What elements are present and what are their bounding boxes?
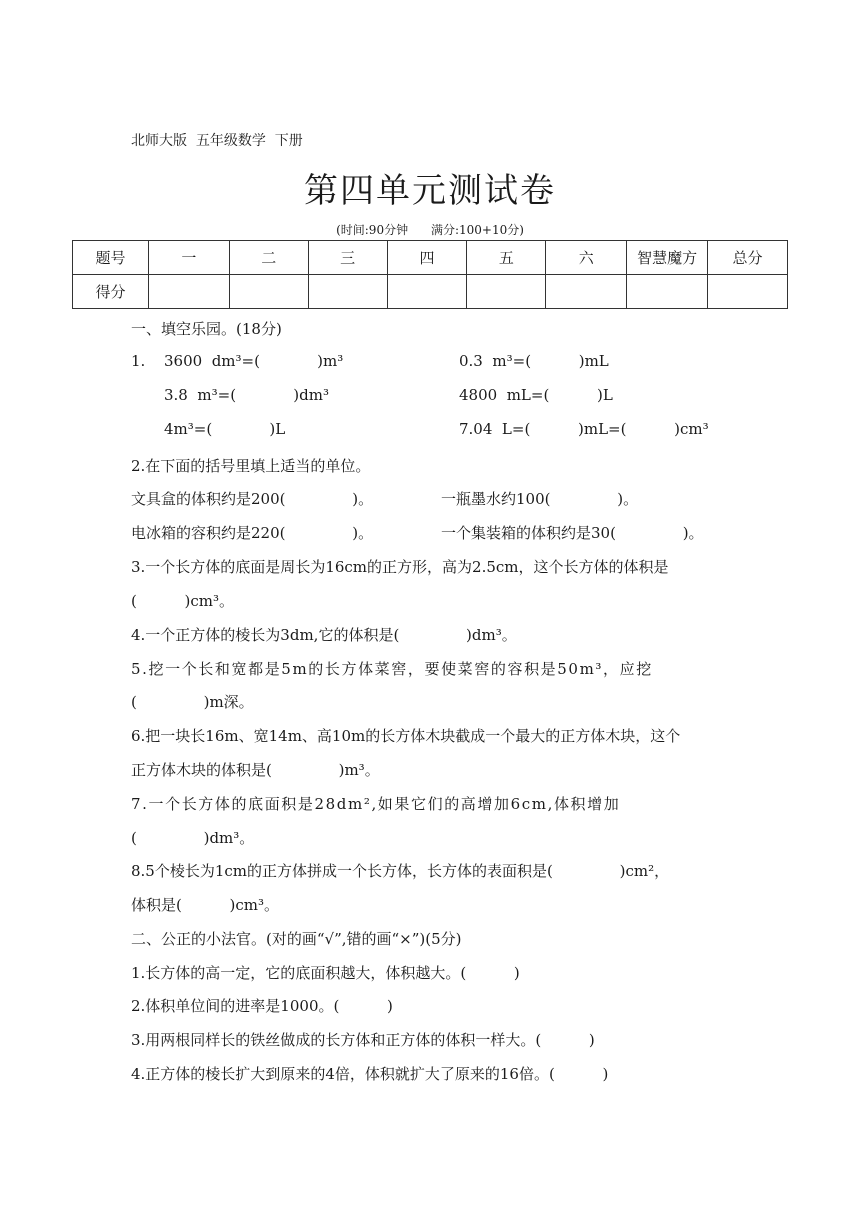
fill-blank-item: 文具盒的体积约是200( )。 xyxy=(131,490,374,508)
question-text: 4.正方体的棱长扩大到原来的4倍，体积就扩大了原来的16倍。( ) xyxy=(131,1065,609,1083)
question-text: 6.把一块长16m、宽14m、高10m的长方体木块截成一个最大的正方体木块，这个 xyxy=(131,727,681,745)
table-cell: 三 xyxy=(308,241,387,275)
fill-blank-item: 4800 mL=( )L xyxy=(459,386,613,404)
table-cell: 智慧魔方 xyxy=(627,241,708,275)
question-text: ( )dm³。 xyxy=(131,829,255,847)
fill-blank-item: 3600 dm³=( )m³ xyxy=(164,352,344,370)
table-cell: 二 xyxy=(229,241,308,275)
question-text: 5.挖一个长和宽都是5m的长方体菜窖，要使菜窖的容积是50m³，应挖 xyxy=(131,660,653,678)
page-title: 第四单元测试卷 xyxy=(304,171,556,211)
table-cell: 六 xyxy=(546,241,627,275)
section-heading: 二、公正的小法官。(对的画“√”,错的画“×”)(5分) xyxy=(131,930,462,948)
section-heading: 一、填空乐园。(18分) xyxy=(131,320,282,338)
fill-blank-item: 电冰箱的容积约是220( )。 xyxy=(131,524,374,542)
score-cell[interactable] xyxy=(308,275,387,309)
score-cell[interactable] xyxy=(708,275,788,309)
question-text: 3.一个长方体的底面是周长为16cm的正方形，高为2.5cm，这个长方体的体积是 xyxy=(131,558,669,576)
fill-blank-item: 一瓶墨水约100( )。 xyxy=(441,490,639,508)
question-number: 1. xyxy=(131,352,146,370)
score-cell[interactable] xyxy=(627,275,708,309)
fill-blank-item: 3.8 m³=( )dm³ xyxy=(164,386,329,404)
exam-info: (时间:90分钟 满分:100+10分) xyxy=(336,223,524,237)
question-text: 2.在下面的括号里填上适当的单位。 xyxy=(131,457,371,475)
table-cell: 一 xyxy=(148,241,229,275)
question-text: 正方体木块的体积是( )m³。 xyxy=(131,761,380,779)
table-cell: 总分 xyxy=(708,241,788,275)
question-text: 2.体积单位间的进率是1000。( ) xyxy=(131,997,393,1015)
fill-blank-item: 7.04 L=( )mL=( )cm³ xyxy=(459,420,709,438)
question-text: ( )m深。 xyxy=(131,693,254,711)
question-text: ( )cm³。 xyxy=(131,592,235,610)
fill-blank-item: 一个集装箱的体积约是30( )。 xyxy=(441,524,704,542)
score-cell[interactable] xyxy=(387,275,467,309)
table-cell: 五 xyxy=(467,241,546,275)
table-cell: 题号 xyxy=(73,241,149,275)
question-text: 8.5个棱长为1cm的正方体拼成一个长方体，长方体的表面积是( )cm²， xyxy=(131,862,670,880)
score-table-header-row xyxy=(73,241,788,275)
score-cell[interactable] xyxy=(229,275,308,309)
score-table-score-row xyxy=(73,275,788,309)
question-text: 4.一个正方体的棱长为3dm,它的体积是( )dm³。 xyxy=(131,626,517,644)
question-text: 体积是( )cm³。 xyxy=(131,896,280,914)
table-cell: 四 xyxy=(387,241,467,275)
question-text: 3.用两根同样长的铁丝做成的长方体和正方体的体积一样大。( ) xyxy=(131,1031,595,1049)
table-cell: 得分 xyxy=(73,275,149,309)
edition-label: 北师大版 五年级数学 下册 xyxy=(131,133,303,149)
question-text: 1.长方体的高一定，它的底面积越大，体积越大。( ) xyxy=(131,964,520,982)
score-table xyxy=(72,240,788,309)
score-cell[interactable] xyxy=(148,275,229,309)
fill-blank-item: 4m³=( )L xyxy=(164,420,286,438)
score-cell[interactable] xyxy=(546,275,627,309)
question-text: 7.一个长方体的底面积是28dm²,如果它们的高增加6cm,体积增加 xyxy=(131,795,621,813)
fill-blank-item: 0.3 m³=( )mL xyxy=(459,352,609,370)
score-cell[interactable] xyxy=(467,275,546,309)
